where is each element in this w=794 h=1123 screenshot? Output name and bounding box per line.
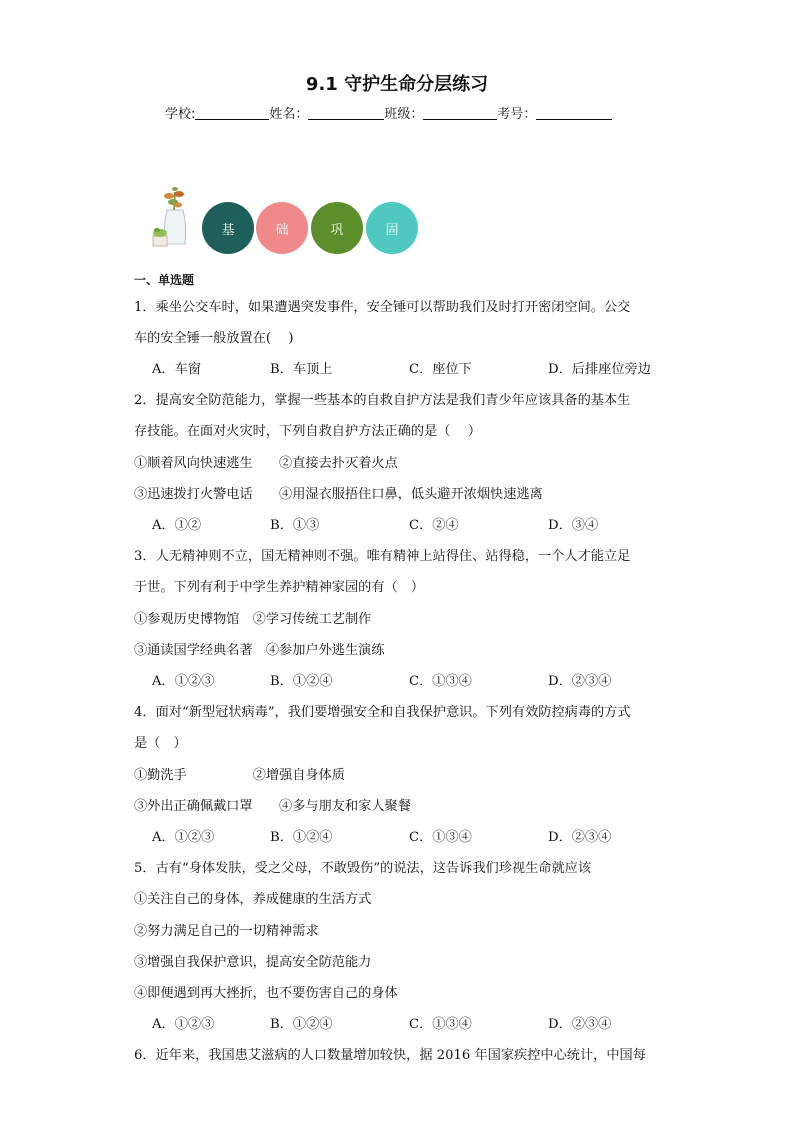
option-c[interactable]: C．①③④ [409, 830, 472, 845]
option-a[interactable]: A．车窗 [152, 362, 202, 377]
question-5-statement-1: ①关注自己的身体，养成健康的生活方式 [134, 892, 372, 907]
section-heading: 一、单选题 [134, 273, 195, 287]
question-4-options [152, 826, 672, 846]
option-c[interactable]: C．②④ [409, 518, 459, 533]
name-label: 姓名： [269, 107, 309, 122]
question-1-line-2: 车的安全锤一般放置在( ) [134, 331, 294, 346]
question-3-statement-1: ①参观历史博物馆 ②学习传统工艺制作 [134, 612, 372, 627]
question-5-statement-2: ②努力满足自己的一切精神需求 [134, 924, 319, 939]
option-d[interactable]: D．后排座位旁边 [548, 362, 651, 377]
page-title: 9.1 守护生命分层练习 [305, 74, 489, 95]
question-4-line-2: 是（ ） [134, 736, 187, 751]
question-5-statement-3: ③增强自我保护意识，提高安全防范能力 [134, 955, 372, 970]
option-c[interactable]: C．①③④ [409, 1017, 472, 1032]
question-2-statement-2: ③迅速拨打火警电话 ④用湿衣服捂住口鼻，低头避开浓烟快速逃离 [134, 487, 543, 502]
question-4-line-1: 4．面对“新型冠状病毒”，我们要增强安全和自我保护意识。下列有效防控病毒的方式 [134, 705, 631, 720]
plant-vase-icon [145, 186, 195, 256]
question-6-line-1: 6．近年来，我国患艾滋病的人口数量增加较快，据 2016 年国家疾控中心统计，中国每 [134, 1048, 646, 1063]
question-3-statement-2: ③通读国学经典名著 ④参加户外逃生演练 [134, 643, 385, 658]
question-4-statement-1: ①勤洗手 ②增强自身体质 [134, 768, 345, 783]
question-3-options [152, 670, 672, 690]
option-b[interactable]: B．①③ [270, 518, 320, 533]
question-5-options [152, 1013, 672, 1033]
option-b[interactable]: B．①②④ [270, 830, 333, 845]
school-blank [195, 106, 269, 120]
banner-circle-1: 基 [202, 202, 254, 254]
option-b[interactable]: B．①②④ [270, 1017, 333, 1032]
option-a[interactable]: A．①②③ [152, 1017, 215, 1032]
option-d[interactable]: D．②③④ [548, 1017, 612, 1032]
question-5-statement-4: ④即便遇到再大挫折，也不要伤害自己的身体 [134, 986, 398, 1001]
question-1-line-1: 1．乘坐公交车时，如果遭遇突发事件，安全锤可以帮助我们及时打开密闭空间。公交 [134, 300, 631, 315]
option-c[interactable]: C．座位下 [409, 362, 472, 377]
option-c[interactable]: C．①③④ [409, 674, 472, 689]
option-a[interactable]: A．①②③ [152, 830, 215, 845]
banner-circle-4: 固 [366, 202, 418, 254]
question-1-options [152, 358, 672, 378]
student-info-line [165, 103, 612, 122]
option-b[interactable]: B．车顶上 [270, 362, 333, 377]
class-label: 班级： [384, 107, 424, 122]
school-label: 学校: [165, 107, 196, 122]
question-2-statement-1: ①顺着风向快速逃生 ②直接去扑灭着火点 [134, 456, 398, 471]
option-a[interactable]: A．①② [152, 518, 202, 533]
option-d[interactable]: D．②③④ [548, 830, 612, 845]
banner-circle-3: 巩 [311, 202, 363, 254]
banner-circle-2: 础 [256, 202, 308, 254]
question-2-line-2: 存技能。在面对火灾时，下列自救自护方法正确的是（ ） [134, 424, 482, 439]
name-blank [308, 106, 384, 120]
question-2-options [152, 514, 672, 534]
option-a[interactable]: A．①②③ [152, 674, 215, 689]
question-2-line-1: 2．提高安全防范能力，掌握一些基本的自救自护方法是我们青少年应该具备的基本生 [134, 393, 631, 408]
exam-number-blank [536, 106, 612, 120]
option-b[interactable]: B．①②④ [270, 674, 333, 689]
class-blank [423, 106, 497, 120]
section-banner [145, 186, 435, 256]
exam-number-label: 考号： [497, 107, 537, 122]
question-4-statement-2: ③外出正确佩戴口罩 ④多与朋友和家人聚餐 [134, 799, 411, 814]
question-3-line-2: 于世。下列有利于中学生养护精神家园的有（ ） [134, 580, 425, 595]
question-5-line-1: 5．古有“身体发肤，受之父母，不敢毁伤”的说法，这告诉我们珍视生命就应该 [134, 861, 592, 876]
option-d[interactable]: D．③④ [548, 518, 599, 533]
option-d[interactable]: D．②③④ [548, 674, 612, 689]
question-3-line-1: 3．人无精神则不立，国无精神则不强。唯有精神上站得住、站得稳，一个人才能立足 [134, 549, 631, 564]
